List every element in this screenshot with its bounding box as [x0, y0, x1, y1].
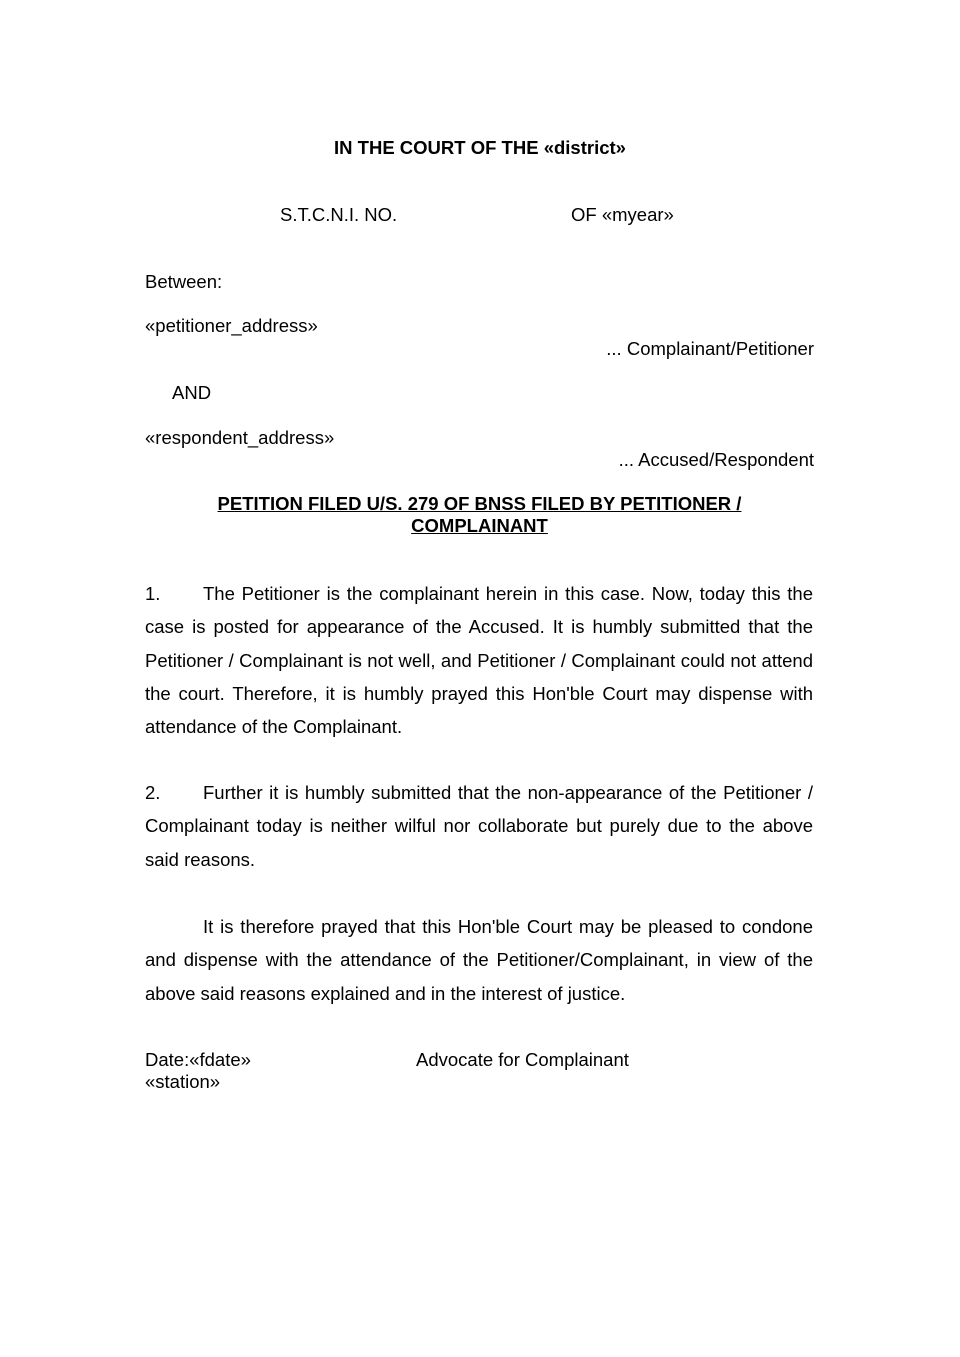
between-label: Between:: [145, 271, 223, 292]
date-field: Date:«fdate»: [145, 1049, 251, 1070]
paragraph-2-text: Further it is humbly submitted that the non-appearance of the Petitioner / Complainant today is neither wilful nor collaborate but purely due to the above said reasons.: [145, 782, 813, 870]
case-number-label: S.T.C.N.I. NO.: [280, 204, 398, 225]
petition-heading: [145, 493, 814, 537]
paragraph-1-text: The Petitioner is the complainant herein in this case. Now, today this the case is posted for appearance of the Accused. It is humbly submitted that the Petitioner / Complainant is not well, and Petitioner / Complainant could not attend the court. Therefore, it is humbly prayed this Hon'ble Court may dispense with attendance of the Complainant.: [145, 583, 813, 738]
paragraph-2-number: 2.: [145, 782, 161, 803]
respondent-role: ... Accused/Respondent: [618, 449, 814, 470]
prayer-paragraph: [145, 910, 813, 1010]
advocate-signature-label: Advocate for Complainant: [416, 1049, 629, 1070]
petitioner-role: ... Complainant/Petitioner: [606, 338, 814, 359]
petition-heading-line1: PETITION FILED U/S. 279 OF BNSS FILED BY PETITIONER /: [217, 493, 742, 514]
paragraph-1-number: 1.: [145, 583, 161, 604]
paragraph-1: [145, 577, 813, 743]
case-year-label: OF «myear»: [571, 204, 674, 225]
paragraph-2: [145, 776, 813, 876]
petition-heading-line2: COMPLAINANT: [411, 515, 548, 536]
petitioner-address: «petitioner_address»: [145, 315, 318, 336]
prayer-text: It is therefore prayed that this Hon'ble Court may be pleased to condone and dispense with the attendance of the Petitioner/Complainant, in view of the above said reasons explained and in the interest of justice.: [145, 916, 813, 1004]
station-field: «station»: [145, 1071, 221, 1092]
court-title: IN THE COURT OF THE «district»: [334, 137, 626, 158]
respondent-address: «respondent_address»: [145, 427, 335, 448]
and-label: AND: [172, 382, 212, 403]
